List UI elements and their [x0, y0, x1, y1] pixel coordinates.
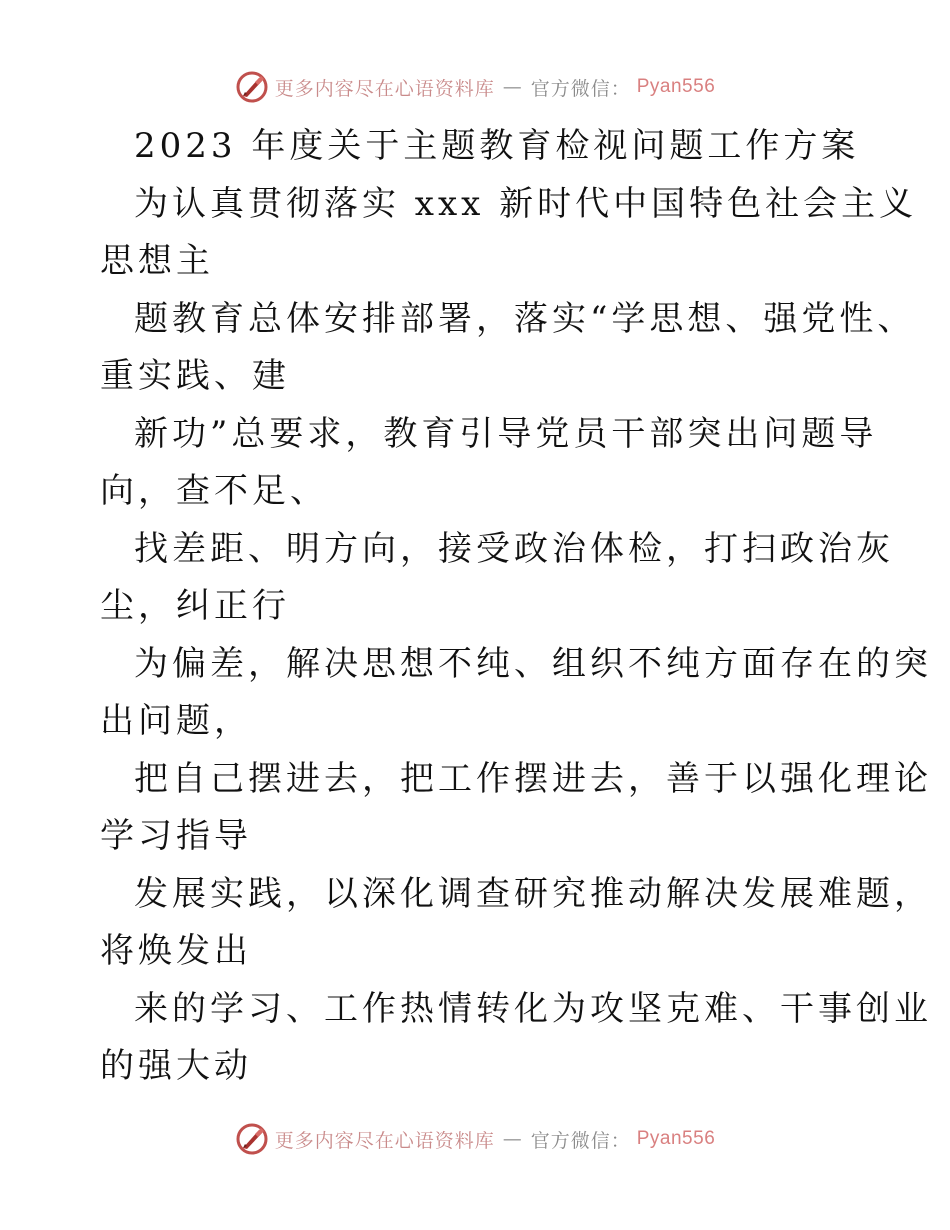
- document-title: 2023 年度关于主题教育检视问题工作方案: [134, 126, 860, 166]
- watermark-main-text: 更多内容尽在心语资料库: [274, 1129, 495, 1152]
- text-line: 向，查不足、: [100, 471, 328, 511]
- text-line: 的强大动: [100, 1046, 252, 1086]
- text-line: 将焕发出: [100, 931, 252, 971]
- text-line: 尘，纠正行: [100, 586, 290, 626]
- watermark-wechat-id: Pyan556: [636, 76, 716, 97]
- watermark-wechat-id: Pyan556: [636, 1128, 716, 1149]
- header-watermark: [0, 70, 950, 104]
- watermark-official-label: 官方微信：: [530, 1129, 631, 1152]
- watermark-official-label: 官方微信：: [530, 77, 631, 100]
- text-line: 发展实践，以深化调查研究推动解决发展难题，: [134, 873, 932, 914]
- watermark-dash: —: [502, 1128, 523, 1150]
- document-body: [100, 118, 932, 1096]
- text-line: 重实践、建: [100, 356, 290, 396]
- text-line: 思想主: [100, 241, 214, 281]
- text-line: 题教育总体安排部署，落实“学思想、强党性、: [134, 298, 916, 339]
- quill-logo-icon: [235, 1122, 269, 1156]
- text-line: 为偏差，解决思想不纯、组织不纯方面存在的突: [134, 643, 932, 684]
- watermark-main-text: 更多内容尽在心语资料库: [274, 77, 495, 100]
- watermark-dash: —: [502, 76, 523, 98]
- text-line: 找差距、明方向，接受政治体检，打扫政治灰: [134, 528, 894, 569]
- text-line: 出问题，: [100, 701, 252, 741]
- text-line: 新功”总要求，教育引导党员干部突出问题导: [134, 413, 878, 454]
- text-line: 学习指导: [100, 816, 252, 856]
- text-line: 把自己摆进去，把工作摆进去，善于以强化理论: [134, 758, 932, 799]
- text-line: 为认真贯彻落实 xxx 新时代中国特色社会主义: [134, 183, 918, 224]
- text-line: 来的学习、工作热情转化为攻坚克难、干事创业: [134, 988, 932, 1029]
- quill-logo-icon: [235, 70, 269, 104]
- footer-watermark: [0, 1122, 950, 1156]
